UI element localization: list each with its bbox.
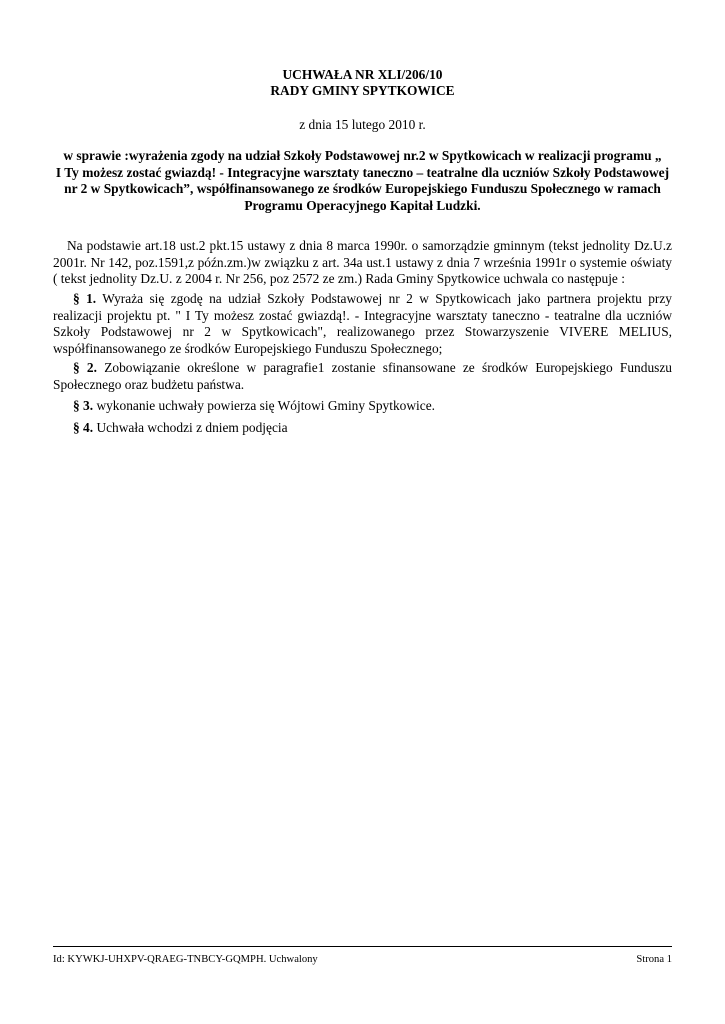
paragraph-text: Zobowiązanie określone w paragrafie1 zostanie sfinansowane ze środków Europejskiego Funduszu <box>96 360 672 375</box>
preamble-line: 2001r. Nr 142, poz.1591,z późn.zm.)w związku z art. 34a ust.1 ustawy z dnia 7 września 1991r o systemie oświaty <box>53 254 672 270</box>
paragraph-line: Szkoły Podstawowej nr 2 w Spytkowicach", realizowanego przez Stowarzyszenie VIVERE MELIUS, <box>53 324 672 339</box>
council-name: RADY GMINY SPYTKOWICE <box>270 83 455 98</box>
resolution-date: z dnia 15 lutego 2010 r. <box>299 117 426 132</box>
subject-line: w sprawie :wyrażenia zgody na udział Szkoły Podstawowej nr.2 w Spytkowicach w realizacji programu „ <box>63 148 662 163</box>
paragraph-3 <box>53 398 672 415</box>
resolution-number: UCHWAŁA NR XLI/206/10 <box>282 67 443 82</box>
resolution-subject <box>53 148 672 214</box>
paragraph-line: realizacji projektu pt. " I Ty możesz zostać gwiazdą!. - Integracyjne warsztaty taneczno - teatralne dla uczniów <box>53 307 672 323</box>
section-mark: § 3. <box>73 398 94 413</box>
section-mark: § 2. <box>73 360 97 375</box>
subject-line: I Ty możesz zostać gwiazdą! - Integracyjne warsztaty taneczno – teatralne dla uczniów Szkoły Podstawowej <box>55 164 670 180</box>
paragraph-line <box>53 420 672 437</box>
preamble-line: Na podstawie art.18 ust.2 pkt.15 ustawy z dnia 8 marca 1990r. o samorządzie gminnym (tekst jednolity Dz.U.z <box>67 238 672 253</box>
paragraph-4 <box>53 420 672 437</box>
paragraph-line <box>53 291 672 308</box>
paragraph-line: Społecznego oraz budżetu państwa. <box>53 376 245 392</box>
paragraph-text: Uchwała wchodzi z dniem podjęcia <box>93 420 288 435</box>
paragraph-line <box>53 398 672 415</box>
subject-line: nr 2 w Spytkowicach”, współfinansowanego ze środków Europejskiego Funduszu Społecznego w ramach <box>64 181 661 196</box>
document-page <box>53 0 672 1024</box>
paragraph-1 <box>53 291 672 357</box>
paragraph-text: Wyraża się zgodę na udział Szkoły Podstawowej nr 2 w Spytkowicach jako partnera projektu przy <box>96 291 672 306</box>
legal-basis-preamble <box>53 238 672 288</box>
paragraph-text: wykonanie uchwały powierza się Wójtowi Gminy Spytkowice. <box>93 398 435 413</box>
footer-divider <box>53 946 672 947</box>
section-mark: § 1. <box>73 291 97 306</box>
preamble-line: ( tekst jednolity Dz.U. z 2004 r. Nr 256, poz 2572 ze zm.) Rada Gminy Spytkowice uchwala co następuje : <box>53 271 625 286</box>
section-mark: § 4. <box>73 420 94 435</box>
paragraph-2 <box>53 360 672 393</box>
page-number: Strona 1 <box>636 954 672 965</box>
paragraph-line: współfinansowanego ze środków Europejskiego Funduszu Społecznego; <box>53 340 443 356</box>
document-id: Id: KYWKJ-UHXPV-QRAEG-TNBCY-GQMPH. Uchwalony <box>53 954 318 965</box>
subject-line: Programu Operacyjnego Kapitał Ludzki. <box>244 197 481 213</box>
paragraph-line <box>53 360 672 377</box>
